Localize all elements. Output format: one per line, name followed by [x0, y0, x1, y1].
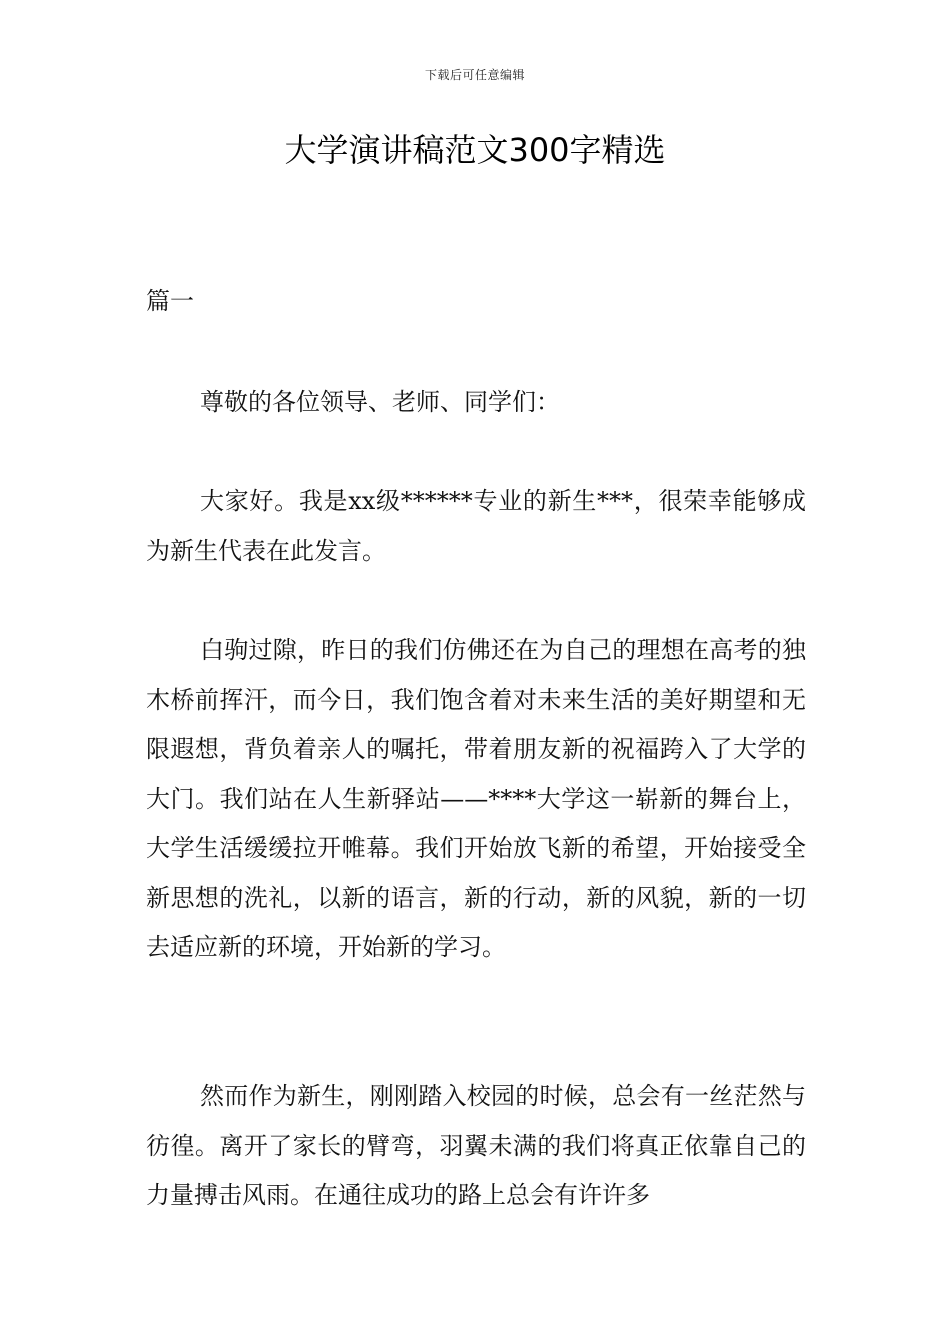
section-heading: 篇一	[146, 287, 194, 315]
paragraph-greeting: 大家好。我是xx级******专业的新生***，很荣幸能够成为新生代表在此发言。	[146, 487, 806, 565]
header-note: 下载后可任意编辑	[424, 68, 525, 82]
paragraph-body: 白驹过隙，昨日的我们仿佛还在为自己的理想在高考的独木桥前挥汗，而今日，我们饱含着对未来生活的美好期望和无限遐想，背负着亲人的嘱托，带着朋友新的祝福跨入了大学的大门。我们站在人生新驿站——****大学这一崭新的舞台上，大学生活缓缓拉开帷幕。我们开始放飞新的希望，开始接受全新思想的洗礼，以新的语言，新的行动，新的风貌，新的一切去适应新的环境，开始新的学习。	[146, 636, 806, 961]
paragraph-salutation: 尊敬的各位领导、老师、同学们：	[200, 388, 560, 416]
paragraph-body: 然而作为新生，刚刚踏入校园的时候，总会有一丝茫然与彷徨。离开了家长的臂弯，羽翼未满的我们将真正依靠自己的力量搏击风雨。在通往成功的路上总会有许许多	[146, 1082, 806, 1209]
document-title: 大学演讲稿范文300字精选	[284, 131, 666, 169]
